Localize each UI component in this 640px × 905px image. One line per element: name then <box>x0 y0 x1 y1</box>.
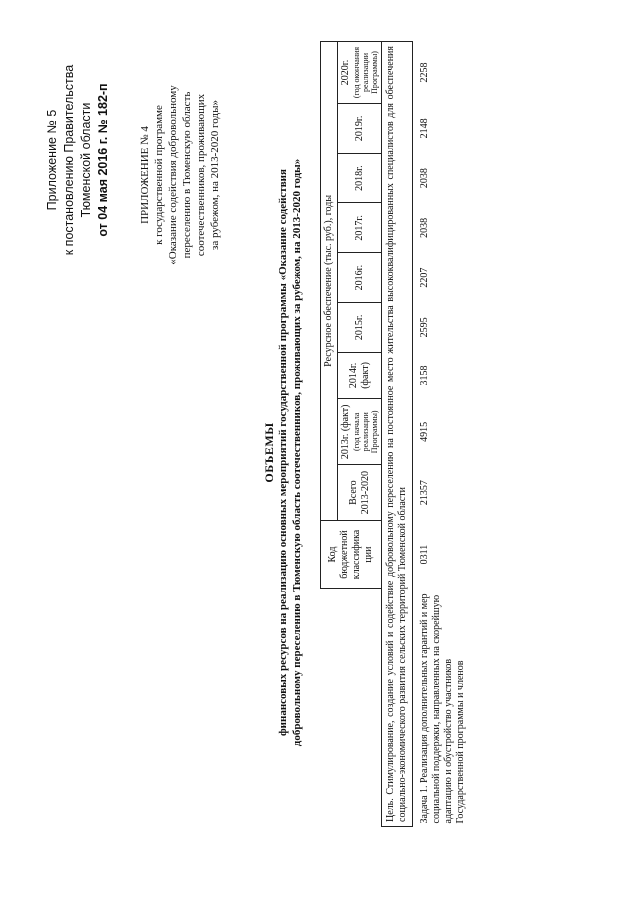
goal-row <box>382 42 413 827</box>
header-2013 <box>338 399 382 465</box>
appendix-number: Приложение № 5 <box>45 109 59 211</box>
task-value-2017: 2038 <box>419 217 430 238</box>
header-2015: 2015г. <box>338 302 382 352</box>
header-2014: 2014г. (факт) <box>338 352 382 398</box>
table-header-row <box>321 42 338 827</box>
task-value-2014: 3158 <box>419 365 430 386</box>
task-name: Задача 1. Реализация дополнительных гарантий и мер социальной поддержки, направленных на скорейшую адаптацию и обустройство участников Государственной программы и членов <box>419 593 466 824</box>
header-2020 <box>338 42 382 104</box>
program-appendix-number: ПРИЛОЖЕНИЕ № 4 <box>139 126 151 224</box>
header-resources: Ресурсное обеспечение (тыс. руб.), годы <box>321 42 338 521</box>
header-2018: 2018г. <box>338 153 382 203</box>
task-value-2018: 2038 <box>419 168 430 189</box>
task-value-2015: 2595 <box>419 317 430 338</box>
task-value-2020: 2258 <box>419 62 430 83</box>
resources-table <box>320 41 469 827</box>
header-2019: 2019г. <box>338 103 382 153</box>
header-2020-note: (год окончания реализации Программы) <box>352 46 379 99</box>
goal-text: Цель. Стимулирование, создание условий и содействие добровольному переселению на постоянное место жительства высококвалифицированных специалистов для обеспечения социально-экономического развития сельских территорий Тюменской области <box>382 42 413 827</box>
decree-appendix-block <box>44 40 112 280</box>
header-2013-note: (год начала реализации Программы) <box>352 410 379 454</box>
header-total: Всего 2013-2020 <box>338 465 382 520</box>
appendix-region: Тюменской области <box>79 102 93 218</box>
header-2020-label: 2020г. <box>340 59 351 86</box>
header-2016: 2016г. <box>338 253 382 303</box>
title-line: финансовых ресурсов на реализацию основных мероприятий государственной программы «Оказание содействия <box>277 169 289 736</box>
program-appendix-line: «Оказание содействия добровольному <box>167 85 179 265</box>
task-code: 0311 <box>419 544 430 565</box>
header-code: Код бюджетной классифика ции <box>321 520 382 589</box>
task-value-2019: 2148 <box>419 118 430 139</box>
task-value-total: 21357 <box>419 480 430 506</box>
title-main: ОБЪЕМЫ <box>262 422 276 483</box>
program-appendix-line: переселению в Тюменскую область <box>181 91 193 259</box>
appendix-decree-ref: к постановлению Правительства <box>62 64 76 256</box>
task-value-2013: 4915 <box>419 421 430 442</box>
program-appendix-line: соотечественников, проживающих <box>195 93 207 257</box>
program-appendix-block <box>138 40 222 310</box>
header-2013-label: 2013г. (факт) <box>340 404 351 460</box>
header-blank <box>321 589 382 827</box>
task-value-2016: 2207 <box>419 267 430 288</box>
document-title <box>262 70 304 835</box>
task-row <box>413 42 470 827</box>
program-appendix-line: к государственной программе <box>153 105 165 245</box>
title-line: добровольному переселению в Тюменскую область соотечественников, проживающих за рубежом, на 2013-2020 годы» <box>291 158 303 747</box>
header-2017: 2017г. <box>338 203 382 253</box>
appendix-date-number: от 04 мая 2016 г. № 182-п <box>96 83 110 237</box>
program-appendix-line: за рубежом, на 2013-2020 годы» <box>209 100 221 250</box>
